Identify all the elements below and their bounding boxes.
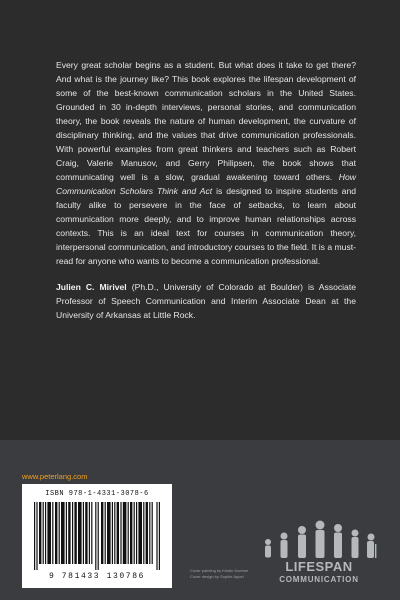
author-bio: (Ph.D., University of Colorado at Boulder) is Associate Professor of Speech Communication and Interim Associate Dean at the University of Arkansas at Little Rock. <box>56 282 357 320</box>
barcode-number: 9 781433 130786 <box>48 572 145 581</box>
series-logo <box>254 518 384 588</box>
description-body: Every great scholar begins as a student. But what does it take to get there? And what is the journey like? This book explores the lifespan development of some of the best-known communication scholars in the United States. Grounded in 30 in-depth interviews, personal stories, and communication theory, the book reveals the nature of human development, the curvature of disciplinary thinking, and the values that drive communication professionals. With powerful examples from great thinkers and teachers such as Robert Craig, Valerie Manusov, and Gerry Philipsen, the book shows that communicating well is a slow, gradual awakening toward others. <box>56 60 356 182</box>
lifespan-figures-icon <box>254 518 384 558</box>
description-body-end: is designed to inspire students and faculty alike to persevere in the face of setbacks, to learn about communication more deeply, and to improve human relationships across contexts. This is an ideal text for courses in communication theory, interpersonal communication, and introductory courses to the field. It is a must-read for anyone who wants to become a communication professional. <box>56 186 357 266</box>
credit-painting: Cover painting by Kristin Koehne <box>190 568 249 573</box>
isbn-label: ISBN 978-1-4331-3078-6 <box>45 490 149 498</box>
description-text <box>56 58 356 334</box>
cover-credits <box>190 568 248 580</box>
author-name: Julien C. Mirivel <box>56 282 127 292</box>
credit-design: Cover design by Sophie Appel <box>190 574 244 579</box>
barcode-image <box>34 502 160 570</box>
series-logo-line1: LIFESPAN <box>285 559 353 574</box>
series-logo-line2: COMMUNICATION <box>279 575 359 584</box>
publisher-url[interactable]: www.peterlang.com <box>22 472 88 481</box>
barcode-panel <box>22 484 172 588</box>
author-paragraph <box>56 280 356 322</box>
book-title-italic: How Communication Scholars Think and Act <box>56 172 356 196</box>
description-paragraph <box>56 58 356 268</box>
